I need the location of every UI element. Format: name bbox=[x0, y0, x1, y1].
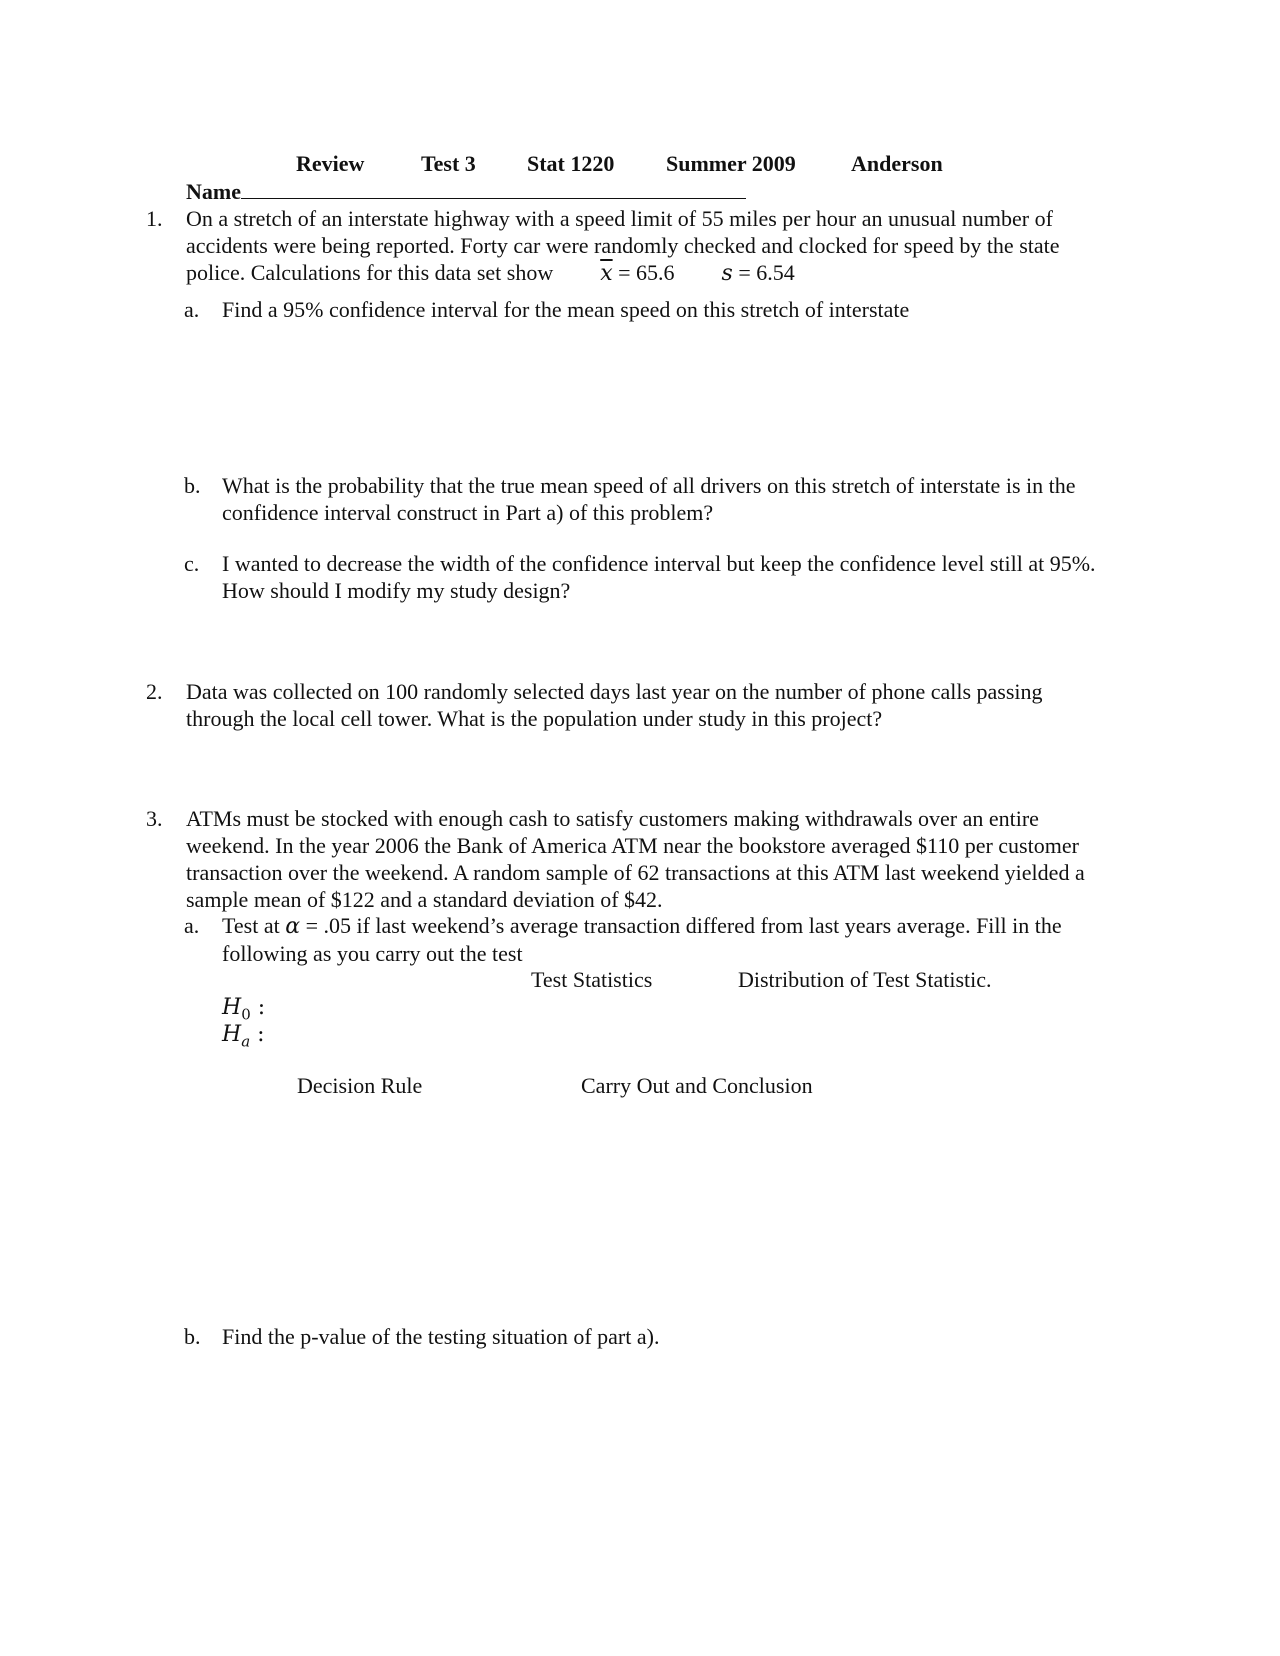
q1a-label: a. bbox=[184, 297, 200, 322]
name-field bbox=[186, 178, 746, 205]
header-term: Summer 2009 bbox=[666, 151, 796, 176]
ha-label bbox=[222, 1021, 265, 1055]
xbar-value: = 65.6 bbox=[618, 260, 675, 285]
q1-number: 1. bbox=[146, 206, 163, 231]
q3a-text-before: Test at bbox=[222, 913, 280, 938]
name-label: Name bbox=[186, 179, 241, 204]
header-instructor: Anderson bbox=[851, 151, 943, 176]
s-value: = 6.54 bbox=[738, 260, 795, 285]
ha-symbol: H bbox=[222, 1022, 242, 1047]
q2-text: Data was collected on 100 randomly selected days last year on the number of phone calls passing through the local cell tower. What is the population under study in this project? bbox=[186, 679, 1043, 731]
h0-symbol: H bbox=[222, 995, 242, 1020]
h0-subscript: 0 bbox=[241, 1005, 251, 1024]
q1c-text: I wanted to decrease the width of the confidence interval but keep the confidence level still at 95%. How should I modify my study design? bbox=[222, 551, 1096, 603]
alpha-symbol: α bbox=[285, 914, 301, 939]
s-symbol: s bbox=[721, 261, 733, 286]
q3-number: 3. bbox=[146, 806, 163, 831]
q3a-text-after: = .05 if last weekend’s average transaction differed from last years average. Fill in the following as you carry out the test bbox=[222, 913, 1062, 966]
ha-subscript: a bbox=[241, 1032, 251, 1051]
carry-out-label: Carry Out and Conclusion bbox=[581, 1073, 813, 1098]
q3a-text bbox=[222, 912, 1112, 967]
q1-text bbox=[186, 205, 1110, 287]
q3-text: ATMs must be stocked with enough cash to satisfy customers making withdrawals over an entire weekend. In the year 2006 the Bank of America ATM near the bookstore averaged $110 per customer transaction over the weekend. A random sample of 62 transactions at this ATM last weekend yielded a sample mean of $122 and a standard deviation of $42. bbox=[186, 806, 1085, 912]
q3b-label: b. bbox=[184, 1324, 201, 1349]
q1a-text: Find a 95% confidence interval for the mean speed on this stretch of interstate bbox=[222, 297, 910, 322]
q1-body: On a stretch of an interstate highway with a speed limit of 55 miles per hour an unusual number of accidents were being reported. Forty car were randomly checked and clocked for speed by the state police. Calculations for this data set show bbox=[186, 206, 1060, 285]
header-test: Test 3 bbox=[421, 151, 476, 176]
header-course: Stat 1220 bbox=[527, 151, 615, 176]
xbar-symbol: $\overline{x}$ bbox=[600, 261, 613, 286]
header-review: Review bbox=[296, 151, 365, 176]
name-blank bbox=[241, 178, 746, 199]
decision-rule-label: Decision Rule bbox=[297, 1073, 423, 1098]
q2-number: 2. bbox=[146, 679, 163, 704]
distribution-label: Distribution of Test Statistic. bbox=[738, 967, 992, 992]
ha-colon: : bbox=[257, 1022, 265, 1047]
q1c-label: c. bbox=[184, 551, 200, 576]
q3a-label: a. bbox=[184, 913, 200, 938]
h0-colon: : bbox=[257, 995, 266, 1020]
q3b-text: Find the p-value of the testing situation of part a). bbox=[222, 1324, 660, 1349]
q1b-text: What is the probability that the true mean speed of all drivers on this stretch of interstate is in the confidence interval construct in Part a) of this problem? bbox=[222, 473, 1076, 525]
test-statistics-label: Test Statistics bbox=[531, 967, 653, 992]
q1b-label: b. bbox=[184, 473, 201, 498]
